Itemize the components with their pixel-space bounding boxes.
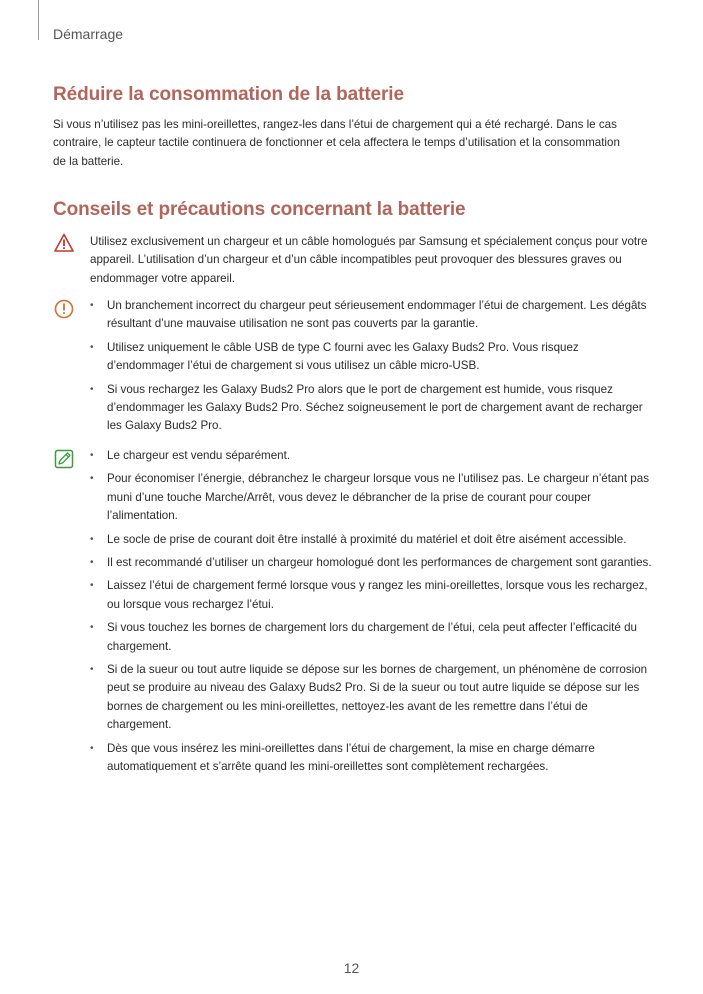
heading-battery-tips: Conseils et précautions concernant la batterie	[53, 199, 466, 220]
heading-reduce-battery: Réduire la consommation de la batterie	[53, 84, 404, 105]
caution-circle-icon	[54, 299, 74, 319]
warning-text: Utilisez exclusivement un chargeur et un câble homologués par Samsung et spécialement conçus pour votre appareil. L’utilisation d’un chargeur et d’un câble incompatibles peut provoquer des blessures graves ou endommager votre appareil.	[90, 235, 648, 285]
note-item: • Le socle de prise de courant doit être installé à proximité du matériel et doit être aisément accessible.	[90, 531, 655, 549]
caution-item: • Un branchement incorrect du chargeur peut sérieusement endommager l’étui de chargement. Les dégâts résultant d’une mauvaise utilisation ne sont pas couverts par la garantie.	[90, 297, 655, 334]
caution-item: • Si vous rechargez les Galaxy Buds2 Pro alors que le port de chargement est humide, vous risquez d’endommager les Galaxy Buds2 Pro. Séchez soigneusement le port de chargement avant de recharger les Galaxy Buds2 Pro.	[90, 381, 655, 436]
header-rule	[38, 0, 39, 40]
warning-triangle-icon	[54, 233, 74, 253]
note-item: • Il est recommandé d’utiliser un chargeur homologué dont les performances de chargement sont garanties.	[90, 554, 655, 572]
notes-list	[90, 447, 655, 782]
note-item: • Si vous touchez les bornes de chargement lors du chargement de l’étui, cela peut affecter l’efficacité du chargement.	[90, 619, 655, 656]
caution-list	[90, 297, 655, 441]
note-item: • Si de la sueur ou tout autre liquide se dépose sur les bornes de chargement, un phénomène de corrosion peut se produire au niveau des Galaxy Buds2 Pro. Si de la sueur ou tout autre liquide se dépose sur les bornes de chargement ou les mini-oreillettes, nettoyez-les avant de les remettre dans l’étui de chargement.	[90, 661, 655, 735]
section-header: Démarrage	[53, 26, 124, 42]
page-number: 12	[343, 960, 360, 976]
note-item: • Le chargeur est vendu séparément.	[90, 447, 655, 465]
note-pencil-icon	[54, 449, 74, 469]
paragraph-reduce-battery: Si vous n’utilisez pas les mini-oreillettes, rangez-les dans l’étui de chargement qui a été rechargé. Dans le cas contraire, le capteur tactile continuera de fonctionner et cela affectera le temps d’utilisation et la consommation de la batterie.	[53, 118, 620, 168]
note-item: • Laissez l’étui de chargement fermé lorsque vous y rangez les mini-oreillettes, lorsque vous les rechargez, ou lorsque vous rechargez l’étui.	[90, 577, 655, 614]
caution-item: • Utilisez uniquement le câble USB de type C fourni avec les Galaxy Buds2 Pro. Vous risquez d’endommager l’étui de chargement si vous utilisez un câble micro-USB.	[90, 339, 655, 376]
note-item: • Dès que vous insérez les mini-oreillettes dans l’étui de chargement, la mise en charge démarre automatiquement et s’arrête quand les mini-oreillettes sont complètement rechargées.	[90, 740, 655, 777]
note-item: • Pour économiser l’énergie, débranchez le chargeur lorsque vous ne l’utilisez pas. Le chargeur n’étant pas muni d’une touche Marche/Arrêt, vous devez le débrancher de la prise de courant pour couper l’alimentation.	[90, 470, 655, 525]
